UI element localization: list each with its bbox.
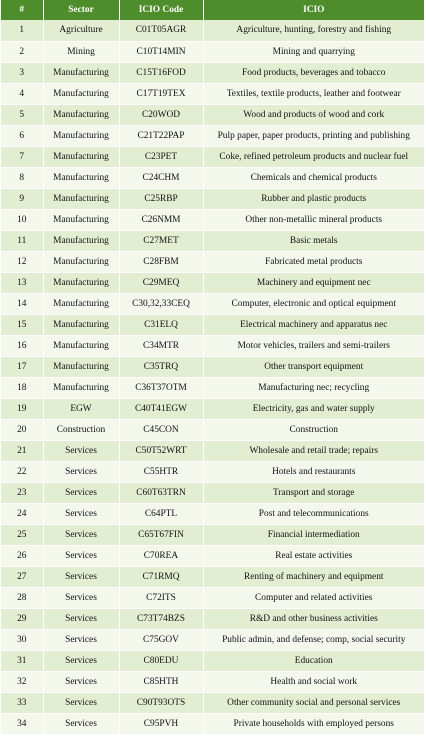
row-icio-code: C26NMM bbox=[119, 209, 203, 230]
row-number: 15 bbox=[1, 314, 43, 335]
row-sector: Services bbox=[43, 650, 119, 671]
table-row bbox=[1, 419, 424, 440]
table-row bbox=[1, 125, 424, 146]
row-sector: Agriculture bbox=[43, 20, 119, 41]
row-icio-description: Transport and storage bbox=[203, 482, 424, 503]
table-row bbox=[1, 230, 424, 251]
row-icio-description: Electrical machinery and apparatus nec bbox=[203, 314, 424, 335]
table-row bbox=[1, 272, 424, 293]
row-sector: Manufacturing bbox=[43, 125, 119, 146]
table-row bbox=[1, 377, 424, 398]
table-row bbox=[1, 20, 424, 41]
row-sector: Manufacturing bbox=[43, 188, 119, 209]
row-sector: Services bbox=[43, 482, 119, 503]
row-icio-code: C28FBM bbox=[119, 251, 203, 272]
row-number: 33 bbox=[1, 692, 43, 713]
row-icio-code: C45CON bbox=[119, 419, 203, 440]
table-row bbox=[1, 146, 424, 167]
row-icio-description: Renting of machinery and equipment bbox=[203, 566, 424, 587]
row-icio-description: Food products, beverages and tobacco bbox=[203, 62, 424, 83]
row-icio-code: C40T41EGW bbox=[119, 398, 203, 419]
row-sector: Services bbox=[43, 566, 119, 587]
row-sector: Manufacturing bbox=[43, 293, 119, 314]
row-sector: Manufacturing bbox=[43, 83, 119, 104]
row-icio-description: Other non-metallic mineral products bbox=[203, 209, 424, 230]
row-icio-code: C34MTR bbox=[119, 335, 203, 356]
row-icio-code: C35TRQ bbox=[119, 356, 203, 377]
table-row bbox=[1, 461, 424, 482]
row-sector: Manufacturing bbox=[43, 146, 119, 167]
row-sector: Manufacturing bbox=[43, 104, 119, 125]
row-number: 14 bbox=[1, 293, 43, 314]
row-icio-code: C71RMQ bbox=[119, 566, 203, 587]
table-row bbox=[1, 188, 424, 209]
row-icio-code: C15T16FOD bbox=[119, 62, 203, 83]
row-number: 24 bbox=[1, 503, 43, 524]
row-number: 18 bbox=[1, 377, 43, 398]
row-number: 2 bbox=[1, 41, 43, 62]
row-sector: Services bbox=[43, 524, 119, 545]
row-number: 8 bbox=[1, 167, 43, 188]
row-number: 20 bbox=[1, 419, 43, 440]
row-icio-description: Mining and quarrying bbox=[203, 41, 424, 62]
row-icio-code: C21T22PAP bbox=[119, 125, 203, 146]
table-row bbox=[1, 671, 424, 692]
table-row bbox=[1, 482, 424, 503]
row-icio-description: Pulp paper, paper products, printing and publishing bbox=[203, 125, 424, 146]
row-icio-code: C60T63TRN bbox=[119, 482, 203, 503]
table-row bbox=[1, 83, 424, 104]
row-icio-code: C01T05AGR bbox=[119, 20, 203, 41]
row-icio-code: C50T52WRT bbox=[119, 440, 203, 461]
row-sector: Services bbox=[43, 503, 119, 524]
row-icio-description: Hotels and restaurants bbox=[203, 461, 424, 482]
table-row bbox=[1, 104, 424, 125]
row-number: 1 bbox=[1, 20, 43, 41]
row-number: 9 bbox=[1, 188, 43, 209]
row-number: 28 bbox=[1, 587, 43, 608]
row-icio-code: C72ITS bbox=[119, 587, 203, 608]
row-sector: Manufacturing bbox=[43, 62, 119, 83]
header-number: # bbox=[1, 0, 43, 20]
row-number: 31 bbox=[1, 650, 43, 671]
row-icio-description: Textiles, textile products, leather and footwear bbox=[203, 83, 424, 104]
table-row bbox=[1, 293, 424, 314]
table-row bbox=[1, 62, 424, 83]
row-icio-description: Chemicals and chemical products bbox=[203, 167, 424, 188]
row-sector: Services bbox=[43, 671, 119, 692]
row-icio-code: C27MET bbox=[119, 230, 203, 251]
table-row bbox=[1, 545, 424, 566]
row-sector: Services bbox=[43, 461, 119, 482]
row-icio-code: C10T14MIN bbox=[119, 41, 203, 62]
row-number: 34 bbox=[1, 713, 43, 734]
row-sector: Manufacturing bbox=[43, 167, 119, 188]
row-icio-code: C24CHM bbox=[119, 167, 203, 188]
row-sector: Services bbox=[43, 713, 119, 734]
row-icio-description: Financial intermediation bbox=[203, 524, 424, 545]
row-icio-code: C85HTH bbox=[119, 671, 203, 692]
row-icio-description: Rubber and plastic products bbox=[203, 188, 424, 209]
row-sector: Mining bbox=[43, 41, 119, 62]
table-row bbox=[1, 629, 424, 650]
table-row bbox=[1, 209, 424, 230]
row-icio-description: Electricity, gas and water supply bbox=[203, 398, 424, 419]
row-number: 21 bbox=[1, 440, 43, 461]
row-icio-code: C80EDU bbox=[119, 650, 203, 671]
row-icio-description: Basic metals bbox=[203, 230, 424, 251]
row-icio-description: Coke, refined petroleum products and nuclear fuel bbox=[203, 146, 424, 167]
row-icio-code: C65T67FIN bbox=[119, 524, 203, 545]
row-number: 29 bbox=[1, 608, 43, 629]
table-body bbox=[1, 20, 424, 734]
row-number: 11 bbox=[1, 230, 43, 251]
row-sector: Manufacturing bbox=[43, 272, 119, 293]
table-row bbox=[1, 566, 424, 587]
table-row bbox=[1, 41, 424, 62]
row-icio-code: C31ELQ bbox=[119, 314, 203, 335]
row-sector: Manufacturing bbox=[43, 209, 119, 230]
row-icio-description: Computer and related activities bbox=[203, 587, 424, 608]
row-icio-code: C20WOD bbox=[119, 104, 203, 125]
row-number: 12 bbox=[1, 251, 43, 272]
row-sector: Services bbox=[43, 440, 119, 461]
row-number: 32 bbox=[1, 671, 43, 692]
row-icio-description: Health and social work bbox=[203, 671, 424, 692]
row-number: 13 bbox=[1, 272, 43, 293]
row-icio-code: C17T19TEX bbox=[119, 83, 203, 104]
row-number: 25 bbox=[1, 524, 43, 545]
row-icio-description: Construction bbox=[203, 419, 424, 440]
row-sector: Manufacturing bbox=[43, 335, 119, 356]
row-number: 10 bbox=[1, 209, 43, 230]
row-icio-code: C23PET bbox=[119, 146, 203, 167]
row-number: 6 bbox=[1, 125, 43, 146]
row-icio-description: Public admin, and defense; comp, social security bbox=[203, 629, 424, 650]
table-row bbox=[1, 587, 424, 608]
row-icio-description: Education bbox=[203, 650, 424, 671]
row-icio-description: Machinery and equipment nec bbox=[203, 272, 424, 293]
row-number: 26 bbox=[1, 545, 43, 566]
row-icio-code: C36T37OTM bbox=[119, 377, 203, 398]
header-icio: ICIO bbox=[203, 0, 424, 20]
table-row bbox=[1, 398, 424, 419]
row-number: 4 bbox=[1, 83, 43, 104]
row-number: 23 bbox=[1, 482, 43, 503]
row-icio-description: Private households with employed persons bbox=[203, 713, 424, 734]
row-icio-code: C64PTL bbox=[119, 503, 203, 524]
row-icio-code: C29MEQ bbox=[119, 272, 203, 293]
row-sector: Services bbox=[43, 629, 119, 650]
table-row bbox=[1, 440, 424, 461]
row-icio-description: Other community social and personal services bbox=[203, 692, 424, 713]
row-icio-description: Computer, electronic and optical equipment bbox=[203, 293, 424, 314]
row-sector: EGW bbox=[43, 398, 119, 419]
row-icio-code: C55HTR bbox=[119, 461, 203, 482]
row-icio-code: C73T74BZS bbox=[119, 608, 203, 629]
row-sector: Construction bbox=[43, 419, 119, 440]
row-number: 17 bbox=[1, 356, 43, 377]
row-icio-code: C30,32,33CEQ bbox=[119, 293, 203, 314]
row-icio-description: Real estate activities bbox=[203, 545, 424, 566]
header-row bbox=[1, 0, 424, 20]
row-number: 3 bbox=[1, 62, 43, 83]
row-sector: Manufacturing bbox=[43, 356, 119, 377]
row-number: 27 bbox=[1, 566, 43, 587]
row-sector: Services bbox=[43, 692, 119, 713]
table-row bbox=[1, 713, 424, 734]
row-number: 7 bbox=[1, 146, 43, 167]
table-row bbox=[1, 167, 424, 188]
row-sector: Manufacturing bbox=[43, 377, 119, 398]
row-icio-description: R&D and other business activities bbox=[203, 608, 424, 629]
row-icio-description: Wood and products of wood and cork bbox=[203, 104, 424, 125]
row-sector: Manufacturing bbox=[43, 251, 119, 272]
row-icio-description: Agriculture, hunting, forestry and fishing bbox=[203, 20, 424, 41]
table-row bbox=[1, 503, 424, 524]
table-row bbox=[1, 251, 424, 272]
row-icio-code: C70REA bbox=[119, 545, 203, 566]
table-row bbox=[1, 524, 424, 545]
table-header bbox=[1, 0, 424, 20]
row-icio-description: Other transport equipment bbox=[203, 356, 424, 377]
row-icio-description: Manufacturing nec; recycling bbox=[203, 377, 424, 398]
row-icio-code: C75GOV bbox=[119, 629, 203, 650]
row-sector: Services bbox=[43, 587, 119, 608]
row-icio-code: C25RBP bbox=[119, 188, 203, 209]
table-row bbox=[1, 692, 424, 713]
row-number: 19 bbox=[1, 398, 43, 419]
header-sector: Sector bbox=[43, 0, 119, 20]
icio-sector-table bbox=[1, 0, 424, 735]
row-number: 22 bbox=[1, 461, 43, 482]
row-number: 5 bbox=[1, 104, 43, 125]
table-row bbox=[1, 356, 424, 377]
table-row bbox=[1, 650, 424, 671]
table-row bbox=[1, 314, 424, 335]
header-icio-code: ICIO Code bbox=[119, 0, 203, 20]
row-icio-code: C90T93OTS bbox=[119, 692, 203, 713]
row-number: 16 bbox=[1, 335, 43, 356]
row-sector: Manufacturing bbox=[43, 230, 119, 251]
table-row bbox=[1, 608, 424, 629]
row-icio-description: Wholesale and retail trade; repairs bbox=[203, 440, 424, 461]
row-icio-description: Fabricated metal products bbox=[203, 251, 424, 272]
row-icio-code: C95PVH bbox=[119, 713, 203, 734]
row-sector: Manufacturing bbox=[43, 314, 119, 335]
row-sector: Services bbox=[43, 608, 119, 629]
row-sector: Services bbox=[43, 545, 119, 566]
row-icio-description: Motor vehicles, trailers and semi-trailers bbox=[203, 335, 424, 356]
table-row bbox=[1, 335, 424, 356]
row-icio-description: Post and telecommunications bbox=[203, 503, 424, 524]
row-number: 30 bbox=[1, 629, 43, 650]
